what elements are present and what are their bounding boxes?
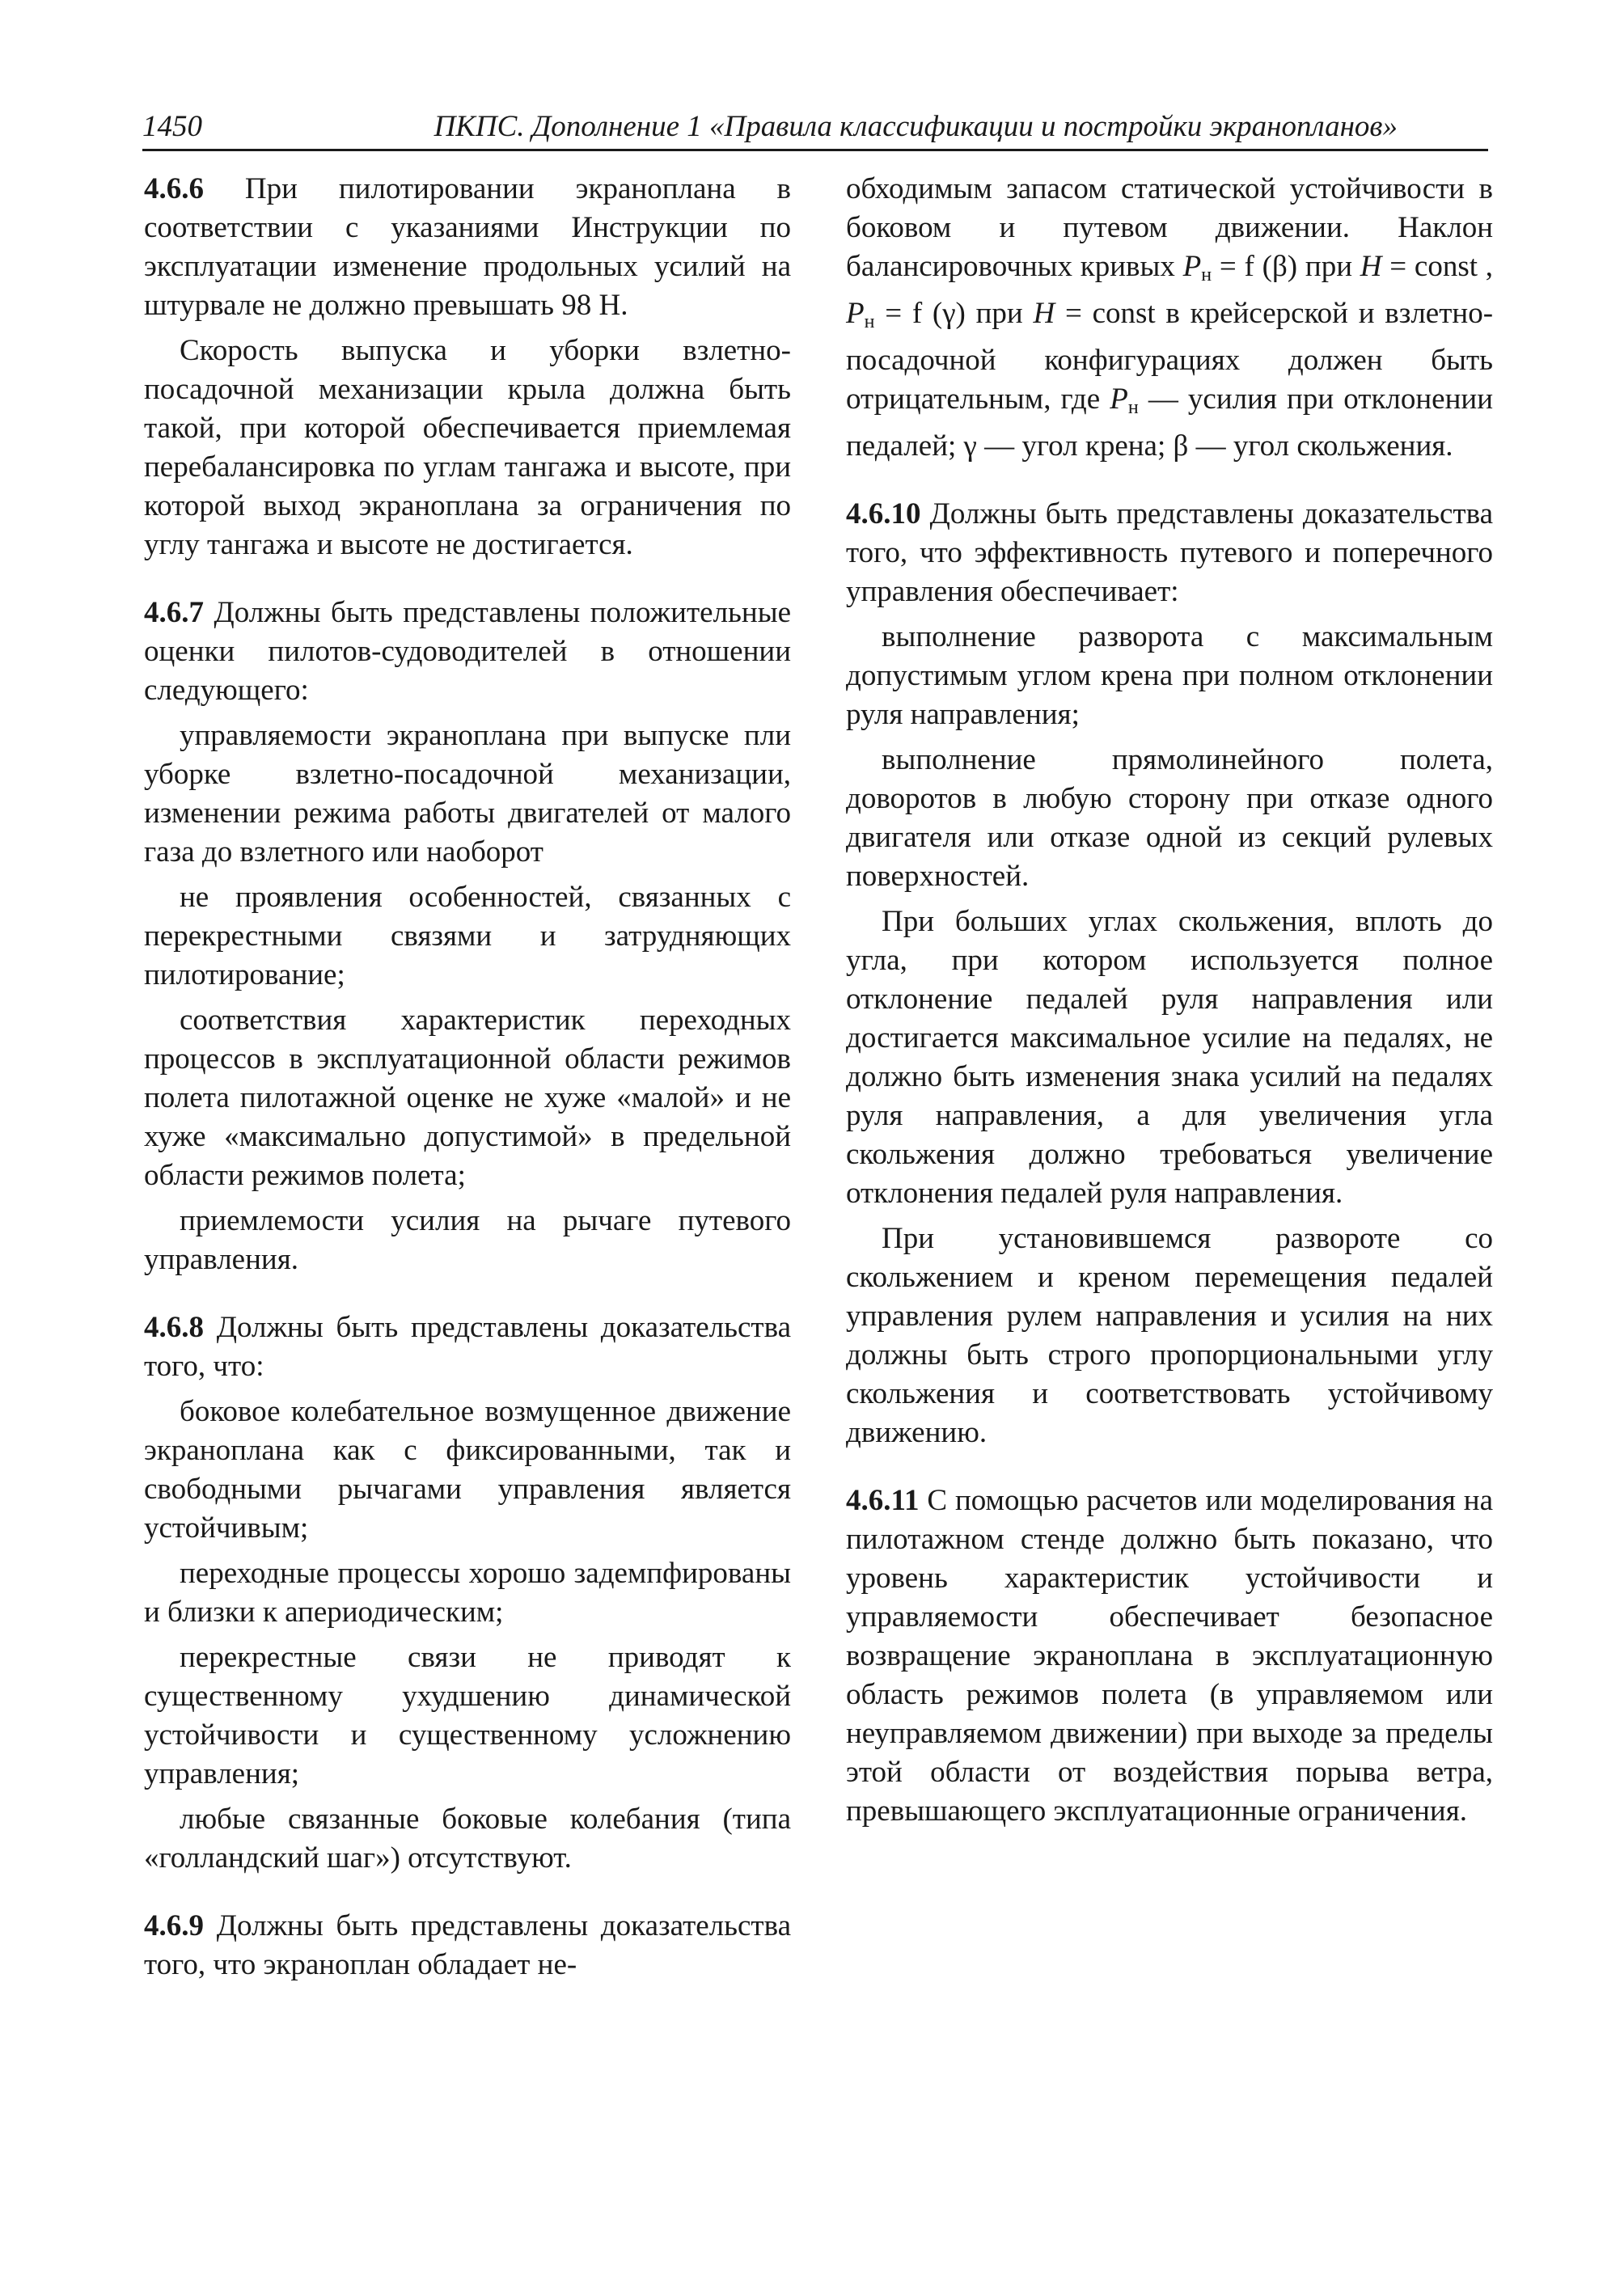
section-number: 4.6.10 xyxy=(846,497,921,530)
list-item: боковое колебательное возмущенное движение экраноплана как с фиксированными, так и свободными рычагами управления является устойчивым; xyxy=(144,1395,791,1545)
page-header xyxy=(142,102,1488,151)
section-4-6-6 xyxy=(144,170,791,325)
paragraph: При больших углах скольжения, вплоть до угла, при котором используется полное отклонение педалей руля направления или достигается максимальное усилие на педалях, не должно быть изменения знака усилий на педалях руля направления, а для увеличения угла скольжения должно требоваться увеличение отклонения педалей руля направления. xyxy=(846,905,1493,1210)
list-item: перекрестные связи не приводят к существенному ухудшению динамической устойчивости и существенному усложнению управления; xyxy=(144,1641,791,1790)
section-number: 4.6.6 xyxy=(144,172,204,205)
list-item: управляемости экраноплана при выпуске пли уборке взлетно-посадочной механизации, изменении режима работы двигателей от малого газа до взлетного или наоборот xyxy=(144,719,791,869)
paragraph: Скорость выпуска и уборки взлетно-посадочной механизации крыла должна быть такой, при которой обеспечивается приемлемая перебалансировка по углам тангажа и высоте, при которой выход экраноплана за ограничения по углу тангажа и высоте не достигается. xyxy=(144,334,791,561)
list-item: выполнение разворота с максимальным допустимым углом крена при полном отклонении руля направления; xyxy=(846,620,1493,731)
list-item: переходные процессы хорошо задемпфированы и близки к апериодическим; xyxy=(144,1557,791,1629)
text-run: = const в xyxy=(1064,297,1180,330)
section-4-6-8 xyxy=(144,1308,791,1386)
page-number: 1450 xyxy=(142,110,202,143)
formula-p: P xyxy=(1182,250,1202,283)
section-4-6-11 xyxy=(846,1482,1493,1831)
list-item: любые связанные боковые колебания (типа «голландский шаг») отсутствуют. xyxy=(144,1803,791,1875)
formula-h: H xyxy=(1360,250,1382,283)
section-text: Должны быть представлены доказательства того, что экраноплан обладает не- xyxy=(144,1909,791,1981)
formula-p: P xyxy=(1110,383,1128,416)
right-column xyxy=(846,170,1493,1837)
left-column xyxy=(144,170,791,1991)
formula-subscript: н xyxy=(864,311,875,332)
list-item: не проявления особенностей, связанных с перекрестными связями и затрудняющих пилотирование; xyxy=(144,881,791,991)
section-4-6-9 xyxy=(144,1907,791,1985)
list-item: приемлемости усилия на рычаге путевого управления. xyxy=(144,1204,791,1276)
text-run: крейсерской и взлетно-посадочной конфигурациях должен быть отрицательным, где xyxy=(846,297,1494,416)
text-run: при xyxy=(975,297,1023,330)
formula-rest: = f (β) xyxy=(1219,250,1298,283)
text-run: — усилия при отклонении педалей; γ — угол крена; β — угол скольжения. xyxy=(846,383,1494,463)
section-text: Должны быть представлены доказательства того, что: xyxy=(144,1311,791,1383)
formula-subscript: н xyxy=(1201,264,1212,285)
paragraph: При установившемся развороте со скольжением и креном перемещения педалей управления рулем направления и усилия на них должны быть строго пропорциональными углу скольжения и соответствовать устойчивому движению. xyxy=(846,1222,1493,1449)
text-run: обходимым запасом статической устойчивости в боковом и путевом движении. Наклон балансировочных кривых xyxy=(846,172,1493,283)
section-4-6-7 xyxy=(144,594,791,710)
section-4-6-10 xyxy=(846,495,1493,611)
text-run: = const , xyxy=(1389,250,1494,283)
list-item: выполнение прямолинейного полета, доворотов в любую сторону при отказе одного двигателя или отказе одной из секций рулевых поверхностей. xyxy=(846,743,1493,893)
formula-subscript: н xyxy=(1127,397,1139,418)
section-text: Должны быть представлены положительные оценки пилотов-судоводителей в отношении следующего: xyxy=(144,596,791,707)
section-text: Должны быть представлены доказательства того, что эффективность путевого и поперечного управления обеспечивает: xyxy=(846,497,1493,608)
text-run: при xyxy=(1305,250,1352,283)
section-4-6-9-continued xyxy=(846,170,1493,466)
section-text: С помощью расчетов или моделирования на пилотажном стенде должно быть показано, что уровень характеристик устойчивости и управляемости обеспечивает безопасное возвращение экраноплана в эксплуатационную область режимов полета (в управляемом или неуправляемом движении) при выходе за пределы этой области от воздействия порыва ветра, превышающего эксплуатационные ограничения. xyxy=(846,1484,1494,1828)
section-number: 4.6.8 xyxy=(144,1311,204,1344)
section-number: 4.6.11 xyxy=(846,1484,920,1517)
formula-h: H xyxy=(1033,297,1055,330)
section-text: При пилотировании экраноплана в соответствии с указаниями Инструкции по эксплуатации изменение продольных усилий на штурвале не должно превышать 98 Н. xyxy=(144,172,791,322)
section-number: 4.6.7 xyxy=(144,596,204,629)
formula-rest: = f (γ) xyxy=(885,297,966,330)
formula-p: P xyxy=(846,297,865,330)
list-item: соответствия характеристик переходных процессов в эксплуатационной области режимов полета пилотажной оценке не хуже «малой» и не хуже «максимально допустимой» в предельной области режимов полета; xyxy=(144,1004,791,1192)
running-title: ПКПС. Дополнение 1 «Правила классификации и постройки экранопланов» xyxy=(433,110,1398,143)
section-number: 4.6.9 xyxy=(144,1909,204,1942)
